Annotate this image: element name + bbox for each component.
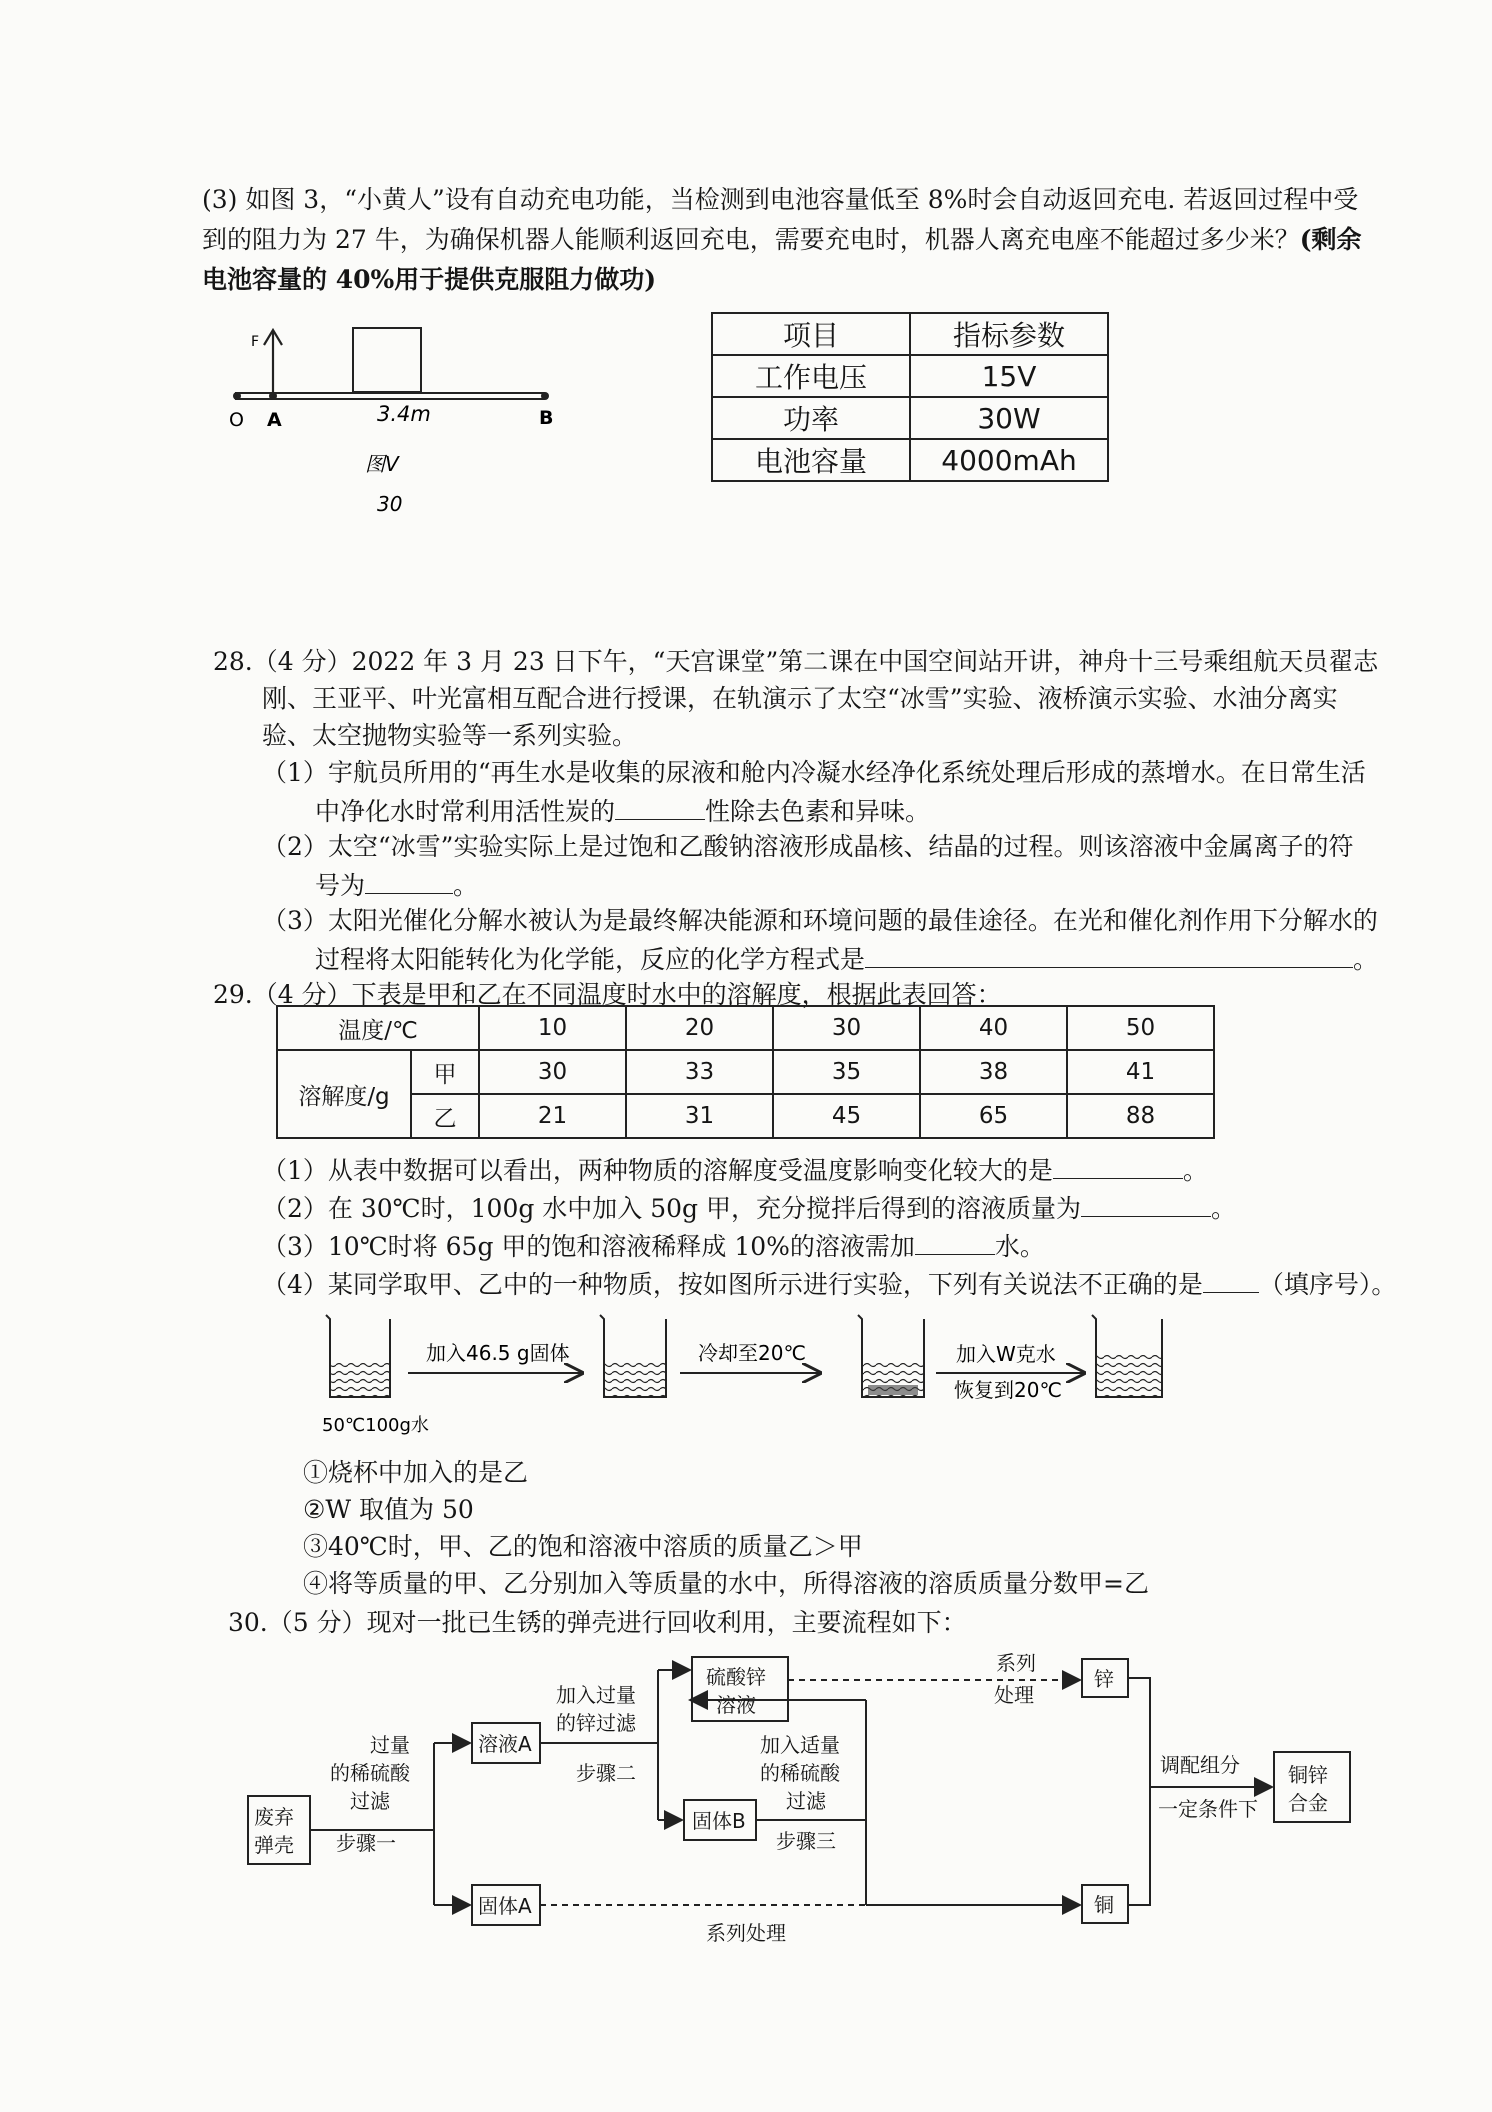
solubility-temp-cell: 20 (626, 1006, 773, 1050)
step1-label-2: 的稀硫酸 (330, 1761, 410, 1785)
solubility-value-cell: 21 (479, 1094, 626, 1138)
solubility-substance-name: 乙 (411, 1094, 479, 1138)
fig3-point-o (233, 392, 241, 400)
spec-header-item: 项目 (712, 313, 910, 355)
fig3-handwritten-number: 30 (377, 492, 403, 516)
beaker-2 (600, 1315, 666, 1397)
step2-label-2: 的锌过滤 (556, 1711, 636, 1735)
q28-line3: 验、太空抛物实验等一系列实验。 (262, 721, 638, 750)
fig3-label-a: A (267, 409, 282, 431)
step3-label-2: 的稀硫酸 (760, 1761, 840, 1785)
solubility-value-cell: 33 (626, 1050, 773, 1094)
q28-part2-post: 。 (453, 871, 479, 900)
q27-part3-line1: (3) 如图 3，“小黄人”设有自动充电功能，当检测到电池容量低至 8%时会自动返回充电. 若返回过程中受 (202, 185, 1359, 214)
q28-part3-pre: 过程将太阳能转化为化学能，反应的化学方程式是 (315, 945, 866, 974)
table-row (712, 397, 1108, 439)
waste-label-2: 弹壳 (254, 1833, 294, 1857)
exp-step2-label: 冷却至20℃ (698, 1341, 806, 1365)
q28-part2-pre: 号为 (315, 871, 366, 900)
exp-step3b-label: 恢复到20℃ (954, 1378, 1062, 1402)
q29-answer-blank-1[interactable] (1053, 1152, 1183, 1179)
solubility-substance-name: 甲 (411, 1050, 479, 1094)
q29-answer-blank-3[interactable] (915, 1228, 995, 1255)
adjust-label-2: 一定条件下 (1158, 1797, 1258, 1821)
table-row (712, 439, 1108, 481)
waste-label-1: 废弃 (254, 1805, 294, 1829)
q29-option-2: ②W 取值为 50 (303, 1495, 474, 1524)
copper-label: 铜 (1094, 1893, 1114, 1917)
spec-cell: 功率 (712, 397, 910, 439)
table-row (712, 355, 1108, 397)
exp-step1-label: 加入46.5 g固体 (426, 1341, 570, 1365)
q29-part2-pre: （2）在 30℃时，100g 水中加入 50g 甲，充分搅拌后得到的溶液质量为 (262, 1194, 1082, 1223)
q28-head: 28.（4 分）2022 年 3 月 23 日下午，“天宫课堂”第二课在中国空间站开讲，神舟十三号乘组航天员翟志 (213, 647, 1379, 676)
znso4-label-2: 溶液 (716, 1693, 756, 1717)
solubility-temp-label: 温度/℃ (277, 1006, 479, 1050)
fig3-handwritten-caption: 图V (365, 452, 399, 476)
q29-part3 (262, 1228, 1045, 1264)
spec-cell: 30W (910, 397, 1108, 439)
fig3-handwritten-distance: 3.4m (377, 402, 431, 426)
recycling-flowchart (230, 1640, 1380, 1960)
solubility-value-cell: 65 (920, 1094, 1067, 1138)
solubility-value-cell: 35 (773, 1050, 920, 1094)
spec-cell: 工作电压 (712, 355, 910, 397)
series-label-1: 系列 (996, 1651, 1036, 1675)
solubility-value-cell: 45 (773, 1094, 920, 1138)
experiment-diagram (300, 1305, 1220, 1440)
solubility-temp-cell: 50 (1067, 1006, 1214, 1050)
solubility-value-cell: 30 (479, 1050, 626, 1094)
znso4-label-1: 硫酸锌 (706, 1665, 766, 1689)
q28-part1-line1: （1）宇航员所用的“再生水是收集的尿液和舱内冷凝水经净化系统处理后形成的蒸增水。在日常生活 (262, 758, 1366, 787)
step3-label-3: 过滤 (786, 1789, 826, 1813)
spec-cell: 电池容量 (712, 439, 910, 481)
q28-line2: 刚、王亚平、叶光富相互配合进行授课，在轨演示了太空“冰雪”实验、液桥演示实验、水油分离实 (262, 684, 1338, 713)
solubility-value-cell: 38 (920, 1050, 1067, 1094)
spec-cell: 4000mAh (910, 439, 1108, 481)
q30-head: 30.（5 分）现对一批已生锈的弹壳进行回收利用，主要流程如下： (228, 1608, 967, 1637)
solubility-temp-cell: 30 (773, 1006, 920, 1050)
q29-part1 (262, 1152, 1208, 1188)
solid-b-label: 固体B (692, 1809, 746, 1833)
q28-answer-blank-2[interactable] (365, 867, 453, 894)
exp-step3a-label: 加入W克水 (956, 1342, 1056, 1366)
q28-part1-post: 性除去色素和异味。 (705, 797, 931, 826)
q29-part4-post: （填序号）。 (1258, 1270, 1397, 1299)
solubility-value-cell: 88 (1067, 1094, 1214, 1138)
fig3-label-f: F (251, 334, 260, 350)
solubility-temp-cell: 10 (479, 1006, 626, 1050)
table-row (277, 1050, 1214, 1094)
step1-label-3: 过滤 (350, 1789, 390, 1813)
q29-head: 29.（4 分）下表是甲和乙在不同温度时水中的溶解度，根据此表回答： (213, 980, 1002, 1009)
step3-label-4: 步骤三 (776, 1829, 836, 1853)
solubility-value-cell: 31 (626, 1094, 773, 1138)
fig3-block (353, 328, 421, 392)
solubility-temp-cell: 40 (920, 1006, 1067, 1050)
alloy-label-2: 合金 (1288, 1791, 1328, 1815)
fig3-point-b (541, 392, 549, 400)
solubility-unit-label: 溶解度/g (277, 1050, 411, 1138)
q29-option-1: ①烧杯中加入的是乙 (303, 1458, 529, 1487)
q28-part3-post: 。 (1353, 945, 1379, 974)
q27-part3-line3-bold: 电池容量的 40%用于提供克服阻力做功) (202, 265, 657, 294)
spec-table-header (712, 313, 1108, 355)
beaker-1 (326, 1315, 390, 1397)
q29-part3-pre: （3）10℃时将 65g 甲的饱和溶液稀释成 10%的溶液需加 (262, 1232, 915, 1261)
fig3-label-o: O (229, 409, 244, 431)
adjust-label-1: 调配组分 (1160, 1753, 1240, 1777)
series-bottom-label: 系列处理 (706, 1921, 786, 1945)
exp-start-label: 50℃100g水 (322, 1415, 429, 1436)
spec-header-value: 指标参数 (910, 313, 1108, 355)
step2-label-3: 步骤二 (576, 1761, 636, 1785)
spec-cell: 15V (910, 355, 1108, 397)
beaker-3 (858, 1315, 924, 1397)
q27-part3-line2 (202, 223, 1362, 257)
solution-a-label: 溶液A (478, 1732, 532, 1756)
q28-answer-blank-3[interactable] (865, 941, 1353, 968)
alloy-label-1: 铜锌 (1288, 1763, 1328, 1787)
table-row (277, 1094, 1214, 1138)
step3-label-1: 加入适量 (760, 1733, 840, 1757)
fig3-label-b: B (539, 407, 554, 429)
q28-part3-line1: （3）太阳光催化分解水被认为是最终解决能源和环境问题的最佳途径。在光和催化剂作用下分解水的 (262, 906, 1378, 935)
q29-answer-blank-4[interactable] (1203, 1266, 1259, 1293)
q29-part4 (262, 1266, 1396, 1302)
q29-part2-post: 。 (1211, 1194, 1237, 1223)
solubility-value-cell: 41 (1067, 1050, 1214, 1094)
zinc-label: 锌 (1094, 1667, 1114, 1691)
solid-a-label: 固体A (478, 1894, 532, 1918)
q29-part4-pre: （4）某同学取甲、乙中的一种物质，按如图所示进行实验，下列有关说法不正确的是 (262, 1270, 1203, 1299)
q28-part2-line2 (315, 867, 478, 903)
q28-answer-blank-1[interactable] (615, 793, 705, 820)
q28-part1-line2 (315, 793, 930, 829)
fig3-point-a (269, 392, 277, 400)
q29-option-4: ④将等质量的甲、乙分别加入等质量的水中，所得溶液的溶质质量分数甲=乙 (303, 1569, 1149, 1598)
table-row (277, 1006, 1214, 1050)
flow-merge-bracket (1128, 1678, 1150, 1905)
spec-table (711, 312, 1109, 482)
q29-part1-post: 。 (1182, 1156, 1208, 1185)
step1-label-4: 步骤一 (336, 1831, 396, 1855)
q29-option-3: ③40℃时，甲、乙的饱和溶液中溶质的质量乙＞甲 (303, 1532, 863, 1561)
beaker-4 (1092, 1315, 1162, 1397)
step2-label-1: 加入过量 (556, 1683, 636, 1707)
solubility-table (276, 1005, 1215, 1139)
step1-label-1: 过量 (370, 1733, 410, 1757)
q27-part3-line2-text: 到的阻力为 27 牛，为确保机器人能顺利返回充电，需要充电时，机器人离充电座不能超过多少米？ (202, 225, 1300, 254)
figure-3 (215, 320, 575, 520)
q29-part2 (262, 1190, 1236, 1226)
q28-part3-line2 (315, 941, 1378, 977)
q29-part3-post: 水。 (994, 1232, 1045, 1261)
q29-part1-pre: （1）从表中数据可以看出，两种物质的溶解度受温度影响变化较大的是 (262, 1156, 1053, 1185)
q28-part1-pre: 中净化水时常利用活性炭的 (315, 797, 616, 826)
q29-answer-blank-2[interactable] (1081, 1190, 1211, 1217)
q27-part3-line2-bold: (剩余 (1299, 225, 1362, 254)
series-label-2: 处理 (994, 1683, 1034, 1707)
q28-part2-line1: （2）太空“冰雪”实验实际上是过饱和乙酸钠溶液形成晶核、结晶的过程。则该溶液中金属离子的符 (262, 832, 1354, 861)
